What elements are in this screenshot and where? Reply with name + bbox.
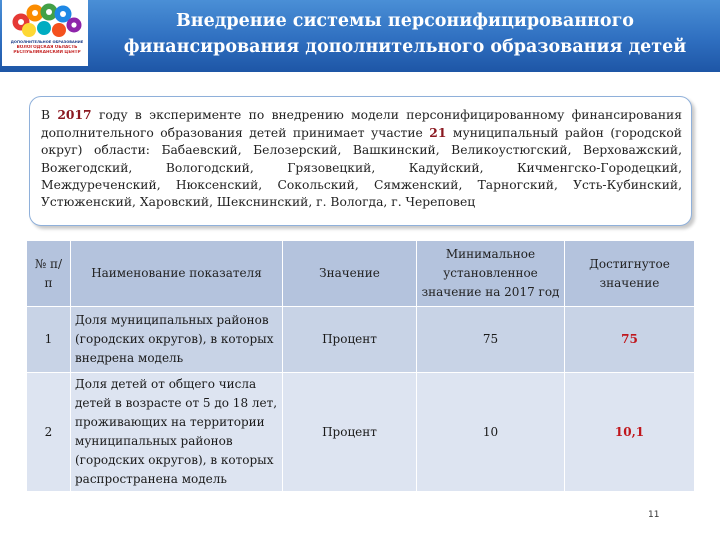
row-num: 1 [27,307,71,373]
row-num: 2 [27,373,71,492]
info-text-2: году в эксперименте по внедрению модели персонифицированному финансирования дополнительного образования детей принимает участие [41,108,682,141]
row-name: Доля муниципальных районов (городских округов), в которых внедрена модель [71,307,283,373]
header-min: Минимальное установленное значение на 2017 год [417,241,565,307]
table-row [27,307,695,373]
table-row [27,373,695,492]
row-achieved: 10,1 [565,373,695,492]
row-unit: Процент [283,373,417,492]
row-unit: Процент [283,307,417,373]
info-text-1: В [41,108,58,122]
info-text-3: муниципальный район (городской округ) области: Бабаевский, Белозерский, Вашкинский, Великоустюгский, Верховажский, Вожегодский, Вологодский, Грязовецкий, Кадуйский, Кичменгско-Городецкий, Междуреченский, Нюксенский, Сокольский, Сямженский, Тарногский, Усть-Кубинский, Устюженский, Харовский, Шекснинский, г. Вологда, г. Череповец [41,126,682,210]
row-min: 10 [417,373,565,492]
header-name: Наименование показателя [71,241,283,307]
logo [2,0,88,66]
page-number: 11 [648,510,660,520]
logo-line-3: РЕСПУБЛИКАНСКИЙ ЦЕНТР [13,50,81,54]
info-count: 21 [429,125,447,141]
info-year: 2017 [57,107,92,122]
slide-title: Внедрение системы персонифицированного финансирования дополнительного образования детей [123,11,687,57]
logo-emblem-icon [2,0,88,66]
indicators-table [26,240,694,492]
header-achieved: Достигнутое значение [565,241,695,307]
header-unit: Значение [283,241,417,307]
info-box [29,96,692,226]
slide-header [0,0,720,72]
logo-line-1: ДОПОЛНИТЕЛЬНОЕ ОБРАЗОВАНИЕ [10,40,84,44]
row-name: Доля детей от общего числа детей в возрасте от 5 до 18 лет, проживающих на территории муниципальных районов (городских округов), в которых распространена модель [71,373,283,492]
row-achieved: 75 [565,307,695,373]
header-num: № п/п [27,241,71,307]
table-header-row [27,241,695,307]
row-min: 75 [417,307,565,373]
logo-line-2: ВОЛОГОДСКАЯ ОБЛАСТЬ [16,45,78,49]
